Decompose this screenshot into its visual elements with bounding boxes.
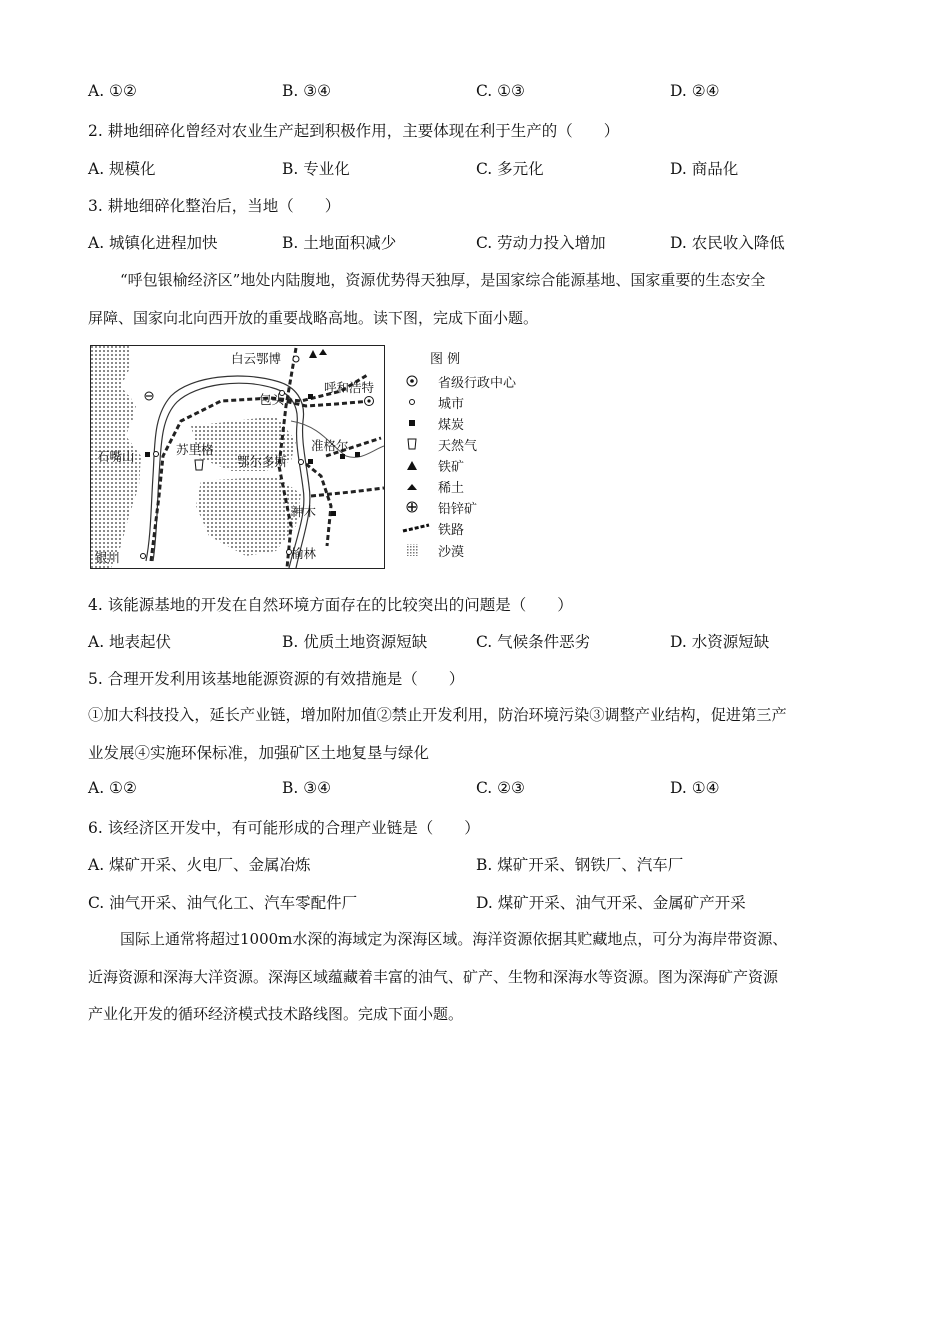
label-shizuishan: 石嘴山 [97, 449, 135, 464]
q3-option-d: D. 农民收入降低 [670, 234, 785, 252]
coal-huhehaote-icon [308, 394, 313, 399]
coal-zhungeer-2-icon [355, 452, 360, 457]
q6-option-c: C. 油气开采、油气化工、汽车零配件厂 [88, 894, 358, 912]
q2-option-a: A. 规模化 [88, 160, 156, 178]
q2-stem: 2. 耕地细碎化曾经对农业生产起到积极作用，主要体现在利于生产的（ ） [88, 122, 620, 140]
map-svg [91, 346, 384, 568]
label-baiyun: 白云鄂博 [231, 351, 282, 366]
label-eerduosi: 鄂尔多斯 [237, 454, 288, 469]
q6-option-d: D. 煤矿开采、油气开采、金属矿产开采 [476, 894, 746, 912]
q4-option-a: A. 地表起伏 [88, 633, 172, 651]
q2-option-b: B. 专业化 [282, 160, 350, 178]
legend-item-city: 城市 [400, 393, 550, 411]
label-baotou: 包头 [259, 392, 285, 407]
label-yulin: 榆林 [291, 546, 317, 561]
legend-item-coal: 煤炭 [400, 414, 550, 432]
passage2-line1: 国际上通常将超过1000m水深的海域定为深海区域。海洋资源依据其贮藏地点，可分为海岸带资源、 [120, 930, 788, 948]
q1-option-c: C. ①③ [476, 82, 525, 100]
q3-option-b: B. 土地面积减少 [282, 234, 397, 252]
q5-stem: 5. 合理开发利用该基地能源资源的有效措施是（ ） [88, 670, 465, 688]
city-shizuishan-icon [154, 452, 159, 457]
q2-option-d: D. 商品化 [670, 160, 739, 178]
passage1-line2: 屏障、国家向北向西开放的重要战略高地。读下图，完成下面小题。 [88, 309, 539, 327]
provincial-capital-dot [367, 399, 370, 402]
q4-option-d: D. 水资源短缺 [670, 633, 770, 651]
lead-zinc-legend-icon [404, 500, 420, 514]
coal-shenmu-icon [331, 511, 336, 516]
coal-legend-icon [404, 416, 420, 430]
q5-option-b: B. ③④ [282, 779, 332, 797]
q4-option-b: B. 优质土地资源短缺 [282, 633, 428, 651]
city-yinchuan-icon [141, 554, 146, 559]
desert-maowusu [196, 476, 301, 556]
coal-eerduosi-icon [308, 459, 313, 464]
q6-option-b: B. 煤矿开采、钢铁厂、汽车厂 [476, 856, 684, 874]
q6-option-a: A. 煤矿开采、火电厂、金属冶炼 [88, 856, 311, 874]
coal-shizuishan-icon [145, 452, 150, 457]
q4-stem: 4. 该能源基地的开发在自然环境方面存在的比较突出的问题是（ ） [88, 596, 573, 614]
railway-east-line [311, 488, 384, 496]
q5-text-line1: ①加大科技投入，延长产业链，增加附加值②禁止开发利用，防治环境污染③调整产业结构，促进第三产 [88, 706, 787, 724]
q1-option-a: A. ①② [88, 82, 137, 100]
coal-zhungeer-icon [340, 454, 345, 459]
regional-map [90, 345, 385, 569]
q1-option-b: B. ③④ [282, 82, 332, 100]
rare-earth-legend-icon [404, 479, 420, 493]
natural-gas-icon [195, 460, 203, 470]
legend-item-lead-zinc: 铅锌矿 [400, 498, 550, 516]
q5-option-c: C. ②③ [476, 779, 525, 797]
legend-item-railway: 铁路 [400, 519, 550, 537]
rare-earth-icon [319, 349, 327, 355]
q3-stem: 3. 耕地细碎化整治后，当地（ ） [88, 197, 341, 215]
map-legend [400, 348, 550, 568]
q3-option-a: A. 城镇化进程加快 [88, 234, 218, 252]
city-eerduosi-icon [299, 460, 304, 465]
legend-title: 图 例 [430, 352, 461, 367]
q5-text-line2: 业发展④实施环保标准，加强矿区土地复垦与绿化 [88, 744, 430, 762]
label-zhungeer: 准格尔 [311, 438, 349, 453]
legend-item-natural-gas: 天然气 [400, 435, 550, 453]
q5-option-d: D. ①④ [670, 779, 720, 797]
label-sulige: 苏里格 [176, 442, 214, 457]
iron-ore-icon [309, 350, 317, 358]
passage2-line3: 产业化开发的循环经济模式技术路线图。完成下面小题。 [88, 1005, 464, 1023]
city-baiyun-icon [293, 356, 299, 362]
legend-item-desert: 沙漠 [400, 541, 550, 559]
q3-option-c: C. 劳动力投入增加 [476, 234, 606, 252]
q4-option-c: C. 气候条件恶劣 [476, 633, 591, 651]
legend-item-rare-earth: 稀土 [400, 477, 550, 495]
iron-ore-legend-icon [404, 458, 420, 472]
passage2-line2: 近海资源和深海大洋资源。深海区域蕴藏着丰富的油气、矿产、生物和深海水等资源。图为深海矿产资源 [88, 968, 779, 986]
legend-item-provincial-capital: 省级行政中心 [400, 372, 550, 390]
desert-legend-icon [404, 543, 420, 557]
passage1-line1: “呼包银榆经济区”地处内陆腹地，资源优势得天独厚，是国家综合能源基地、国家重要的生态安全 [120, 271, 766, 289]
city-legend-icon [404, 395, 420, 409]
label-shenmu: 神木 [291, 504, 317, 519]
q2-option-c: C. 多元化 [476, 160, 544, 178]
provincial-capital-legend-icon [404, 374, 420, 388]
q1-option-d: D. ②④ [670, 82, 720, 100]
legend-item-iron-ore: 铁矿 [400, 456, 550, 474]
label-yinchuan: 银川 [95, 550, 121, 565]
q5-option-a: A. ①② [88, 779, 137, 797]
label-huhehaote: 呼和浩特 [324, 380, 375, 395]
q6-stem: 6. 该经济区开发中，有可能形成的合理产业链是（ ） [88, 819, 480, 837]
railway-legend-icon [402, 521, 430, 535]
natural-gas-legend-icon [404, 437, 420, 451]
